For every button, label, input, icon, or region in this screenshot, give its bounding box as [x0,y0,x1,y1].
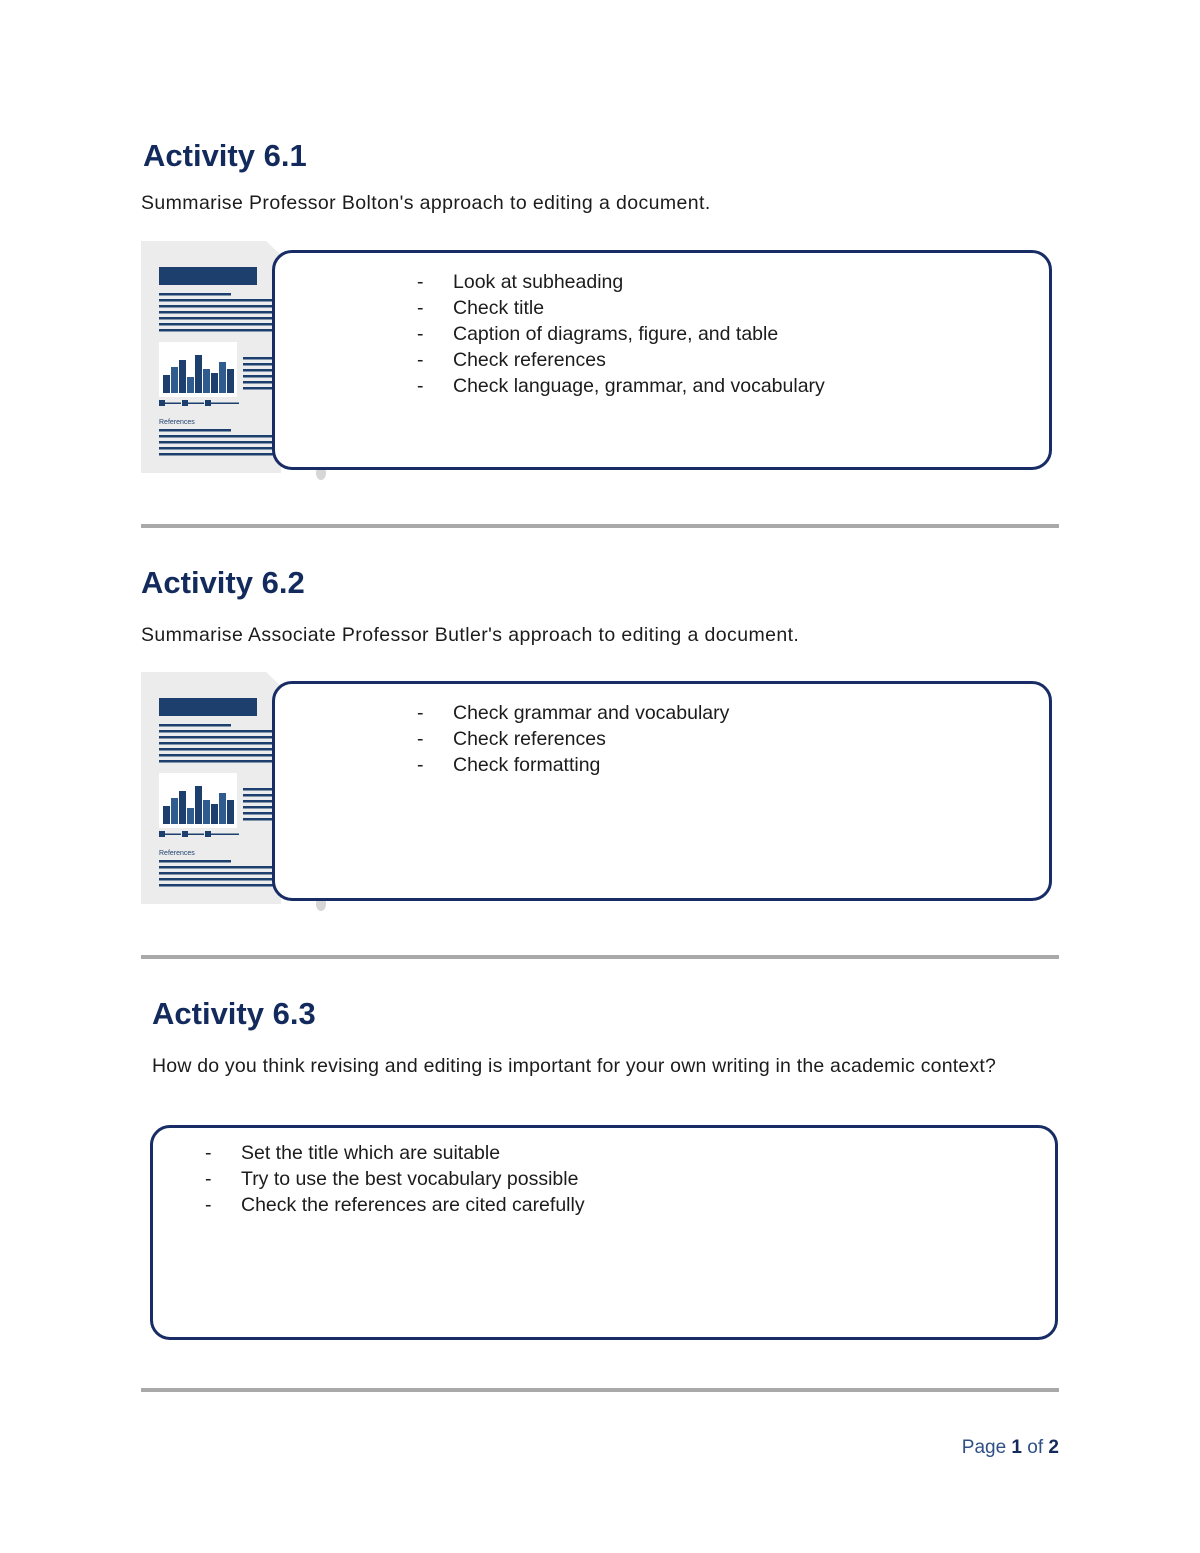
page-number: Page 1 of 2 [961,1437,1059,1458]
activity-6-3-heading: Activity 6.3 [152,996,316,1031]
activity-6-1-heading: Activity 6.1 [143,138,307,173]
bullet-dash: - [417,297,424,319]
section-divider [141,1388,1059,1392]
activity-6-1-answer-list [417,269,825,399]
activity-6-2-answer-box[interactable] [272,681,1052,901]
bullet-dash: - [417,271,424,293]
bullet-dash: - [417,754,424,776]
bullet-dash: - [417,349,424,371]
activity-6-2-answer-list [417,700,729,778]
list-item: - Set the title which are suitable [205,1142,501,1164]
icon-references-caption: References [159,850,195,857]
activity-6-3-prompt: How do you think revising and editing is important for your own writing in the academic context? [152,1055,997,1077]
bullet-dash: - [417,375,424,397]
list-item: - Check the references are cited carefully [205,1194,585,1216]
section-divider [141,955,1059,959]
bullet-dash: - [417,728,424,750]
list-item: - Look at subheading [417,271,624,293]
bullet-dash: - [417,702,424,724]
activity-6-3-answer-box[interactable] [150,1125,1058,1340]
bullet-dash: - [205,1142,212,1164]
icon-references-caption: References [159,419,195,426]
list-item: - Caption of diagrams, figure, and table [417,323,779,345]
list-item: - Check title [417,297,545,319]
list-item: - Check grammar and vocabulary [417,702,730,724]
list-item: - Check formatting [417,754,601,776]
activity-6-2-heading: Activity 6.2 [141,565,305,600]
bullet-dash: - [205,1168,212,1190]
bullet-dash: - [205,1194,212,1216]
list-item: - Try to use the best vocabulary possible [205,1168,579,1190]
activity-6-2-prompt: Summarise Associate Professor Butler's approach to editing a document. [141,624,800,646]
list-item: - Check language, grammar, and vocabulary [417,375,825,397]
list-item: - Check references [417,728,606,750]
activity-6-1-prompt: Summarise Professor Bolton's approach to editing a document. [141,192,711,214]
activity-6-3-answer-list [205,1140,585,1218]
section-divider [141,524,1059,528]
list-item: - Check references [417,349,606,371]
activity-6-1-answer-box[interactable] [272,250,1052,470]
bullet-dash: - [417,323,424,345]
